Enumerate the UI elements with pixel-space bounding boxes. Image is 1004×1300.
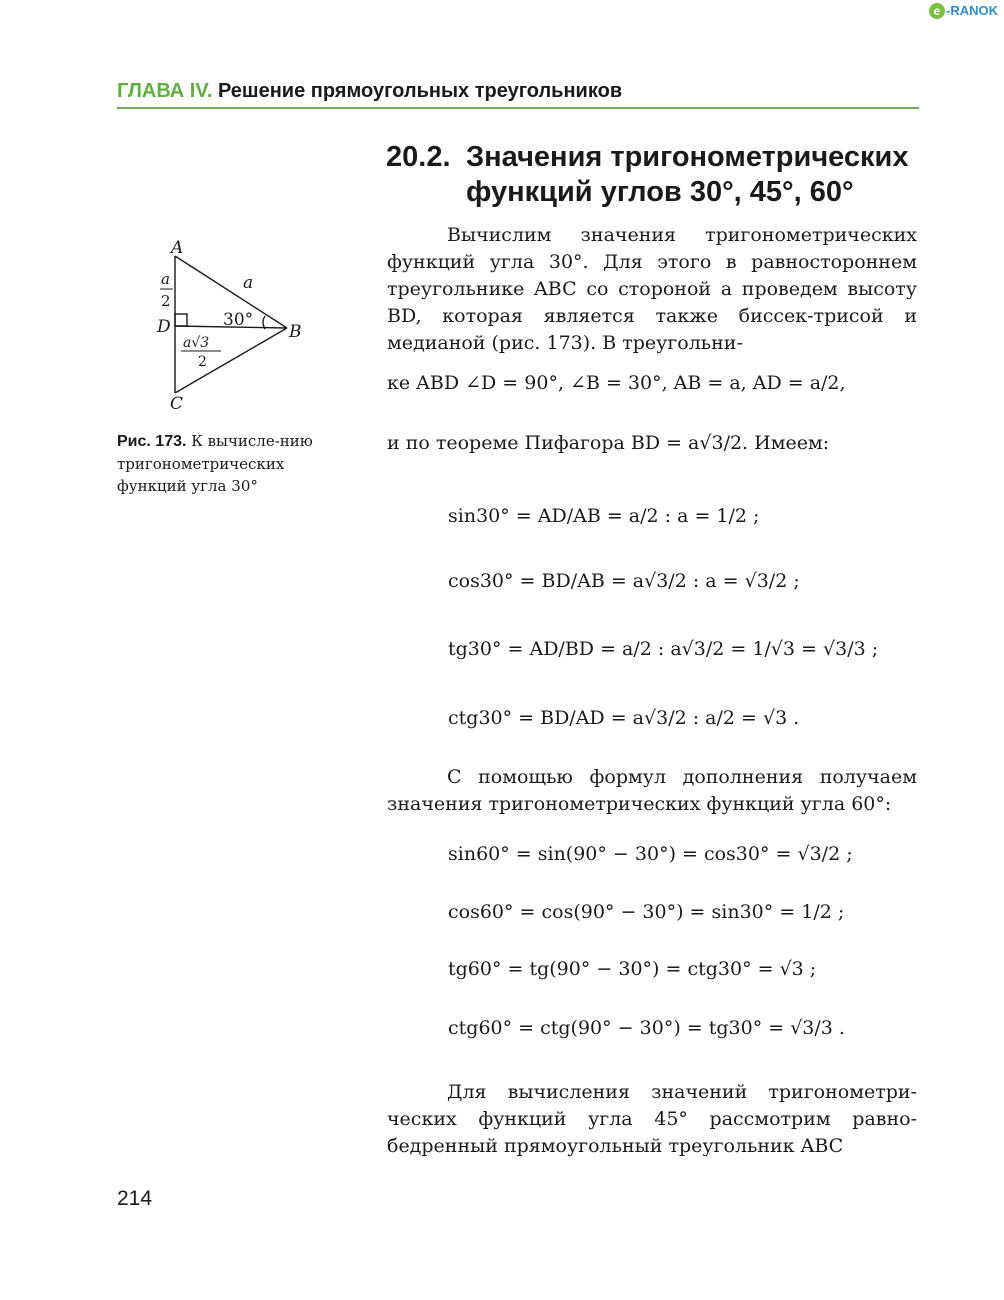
section-number: 20.2.	[386, 141, 451, 173]
formula-sin60: sin60° = sin(90° − 30°) = cos30° = √3/2 ;	[448, 843, 853, 865]
paragraph-3: Для вычисления значений тригонометри-ческих функций угла 45° рассмотрим равно-бедренный прямоугольный треугольник ABC	[387, 1081, 917, 1157]
page-number: 214	[117, 1187, 153, 1210]
formula-cos30: cos30° = BD/AB = a√3/2 : a = √3/2 ;	[448, 570, 800, 592]
right-angle-mark	[175, 314, 187, 326]
label-bd-num: a√3	[183, 335, 210, 351]
formula-ctg30: ctg30° = BD/AD = a√3/2 : a/2 = √3 .	[448, 707, 800, 729]
label-half-num: a	[161, 270, 170, 288]
formula-tg60: tg60° = tg(90° − 30°) = ctg30° = √3 ;	[448, 958, 817, 980]
chapter-header	[117, 80, 622, 103]
publisher-logo	[929, 3, 998, 19]
angle-arc	[263, 316, 265, 329]
label-b-vertex: B	[289, 322, 302, 342]
label-a-vertex: A	[171, 238, 184, 258]
section-title-line2: функций углов 30°, 45°, 60°	[466, 176, 854, 208]
label-bd-den: 2	[198, 354, 207, 370]
formula-ctg60: ctg60° = ctg(90° − 30°) = tg30° = √3/3 .	[448, 1017, 845, 1039]
section-title	[386, 140, 926, 210]
label-side-a: a	[243, 273, 254, 293]
caption-text: К вычисле-нию тригонометрических функций угла 30°	[117, 432, 313, 495]
label-c-vertex: C	[170, 394, 184, 414]
label-half-den: 2	[161, 292, 171, 310]
paragraph-2: С помощью формул дополнения получаем значения тригонометрических функций угла 60°:	[387, 766, 917, 815]
caption-label: Рис. 173.	[117, 433, 187, 450]
header-rule	[117, 107, 919, 109]
formula-tg30: tg30° = AD/BD = a/2 : a√3/2 = 1/√3 = √3/3 ;	[448, 638, 879, 660]
figure-caption	[117, 430, 347, 497]
logo-text: -RANOK	[946, 3, 998, 18]
chapter-title: Решение прямоугольных треугольников	[217, 80, 623, 102]
logo-mark: e	[929, 3, 945, 19]
paragraph-1-tail: ке ABD ∠D = 90°, ∠B = 30°, AB = a, AD = a/2,	[387, 372, 846, 394]
label-angle: 30°	[223, 310, 254, 330]
label-d-vertex: D	[157, 317, 171, 337]
formula-sin30: sin30° = AD/AB = a/2 : a = 1/2 ;	[448, 505, 760, 527]
paragraph-1: Вычислим значения тригонометрических функций угла 30°. Для этого в равностороннем треугольнике ABC со стороной a проведем высоту BD, которая является также биссек-трисой и медианой (рис. 173). В треугольни-	[387, 224, 917, 354]
triangle-figure	[115, 236, 345, 416]
paragraph-1-pythagoras: и по теореме Пифагора BD = a√3/2. Имеем:	[387, 432, 830, 454]
section-title-line1: Значения тригонометрических	[466, 141, 909, 173]
chapter-label: ГЛАВА IV.	[117, 80, 213, 102]
formula-cos60: cos60° = cos(90° − 30°) = sin30° = 1/2 ;	[448, 901, 845, 923]
